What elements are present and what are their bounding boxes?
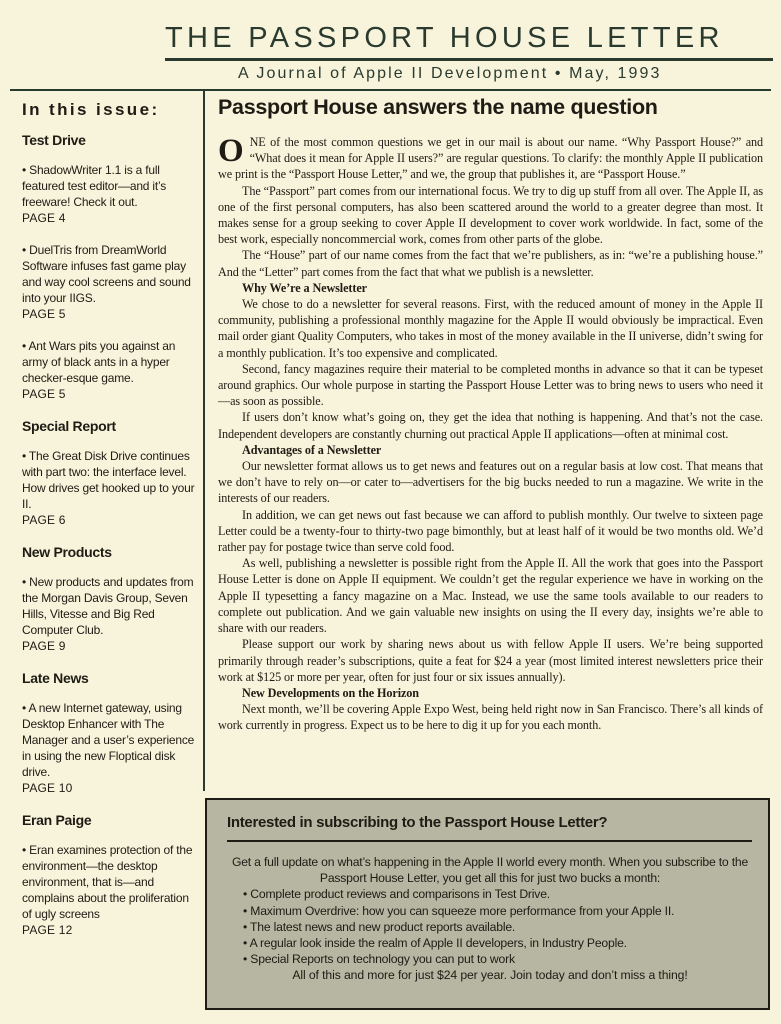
subscribe-footer: All of this and more for just $24 per year. Join today and don’t miss a thing! <box>292 968 688 983</box>
drop-cap: O <box>218 133 244 169</box>
sidebar-section <box>22 670 198 796</box>
article-paragraph: The “Passport” part comes from our international focus. We try to dig up stuff from all over. The Apple II, as one of the first personal computers, has also been scattered around the world to a greater degree than most. It makes sense for a group seeking to cover Apple II development to cover work worldwide. In fact, some of the best work, especially noncommercial work, comes from other parts of the globe. <box>218 183 763 247</box>
in-this-issue-sidebar <box>22 100 198 954</box>
section-title: Special Report <box>22 418 116 434</box>
masthead <box>0 0 781 90</box>
section-title: New Products <box>22 544 112 560</box>
issue-item-text: • Ant Wars pits you against an army of black ants in a hyper checker-esque game. <box>22 339 176 385</box>
sidebar-heading: In this issue: <box>22 100 160 119</box>
sidebar-section <box>22 132 198 402</box>
issue-item-page: PAGE 5 <box>22 387 66 401</box>
subscribe-box <box>205 798 770 1010</box>
sidebar-section <box>22 544 198 654</box>
issue-item-page: PAGE 10 <box>22 781 73 795</box>
article-paragraph: As well, publishing a newsletter is possible right from the Apple II. All the work that goes into the Passport House Letter is done on Apple II equipment. We couldn’t get the regular experience we have in working on the Apple II typesetting a fancy magazine on a Mac. Instead, we use the same tools available to our readers to complete out publication. And we gain valuable new insights on using the II every day, insights we’re able to share with our readers. <box>218 556 763 636</box>
subscribe-benefit: • A regular look inside the realm of Apple II developers, in Industry People. <box>243 935 755 951</box>
issue-item-page: PAGE 12 <box>22 923 73 937</box>
issue-item-page: PAGE 9 <box>22 639 66 653</box>
issue-item <box>22 842 198 938</box>
subscribe-benefit: • Special Reports on technology you can put to work <box>243 951 755 967</box>
masthead-rule <box>165 58 773 61</box>
issue-item-text: • DuelTris from DreamWorld Software infuses fast game play and way cool screens and sound into your IIGS. <box>22 243 191 305</box>
issue-item-page: PAGE 4 <box>22 211 66 225</box>
issue-item-text: • Eran examines protection of the environment—the desktop environment, that is—and complains about the proliferation of ugly screens <box>22 843 193 921</box>
issue-item <box>22 242 198 322</box>
issue-item-page: PAGE 5 <box>22 307 66 321</box>
article-subheading: Advantages of a Newsletter <box>242 442 382 457</box>
subscribe-rule <box>227 840 752 842</box>
subscribe-benefits-list <box>225 886 755 967</box>
subscribe-title: Interested in subscribing to the Passport House Letter? <box>227 814 608 831</box>
issue-item <box>22 574 198 654</box>
issue-item-page: PAGE 6 <box>22 513 66 527</box>
article-paragraph: In addition, we can get news out fast because we can afford to publish monthly. Our twelve to sixteen page Letter could be a twenty-four to thirty-two page bimonthly, but at least half of it would be two months old. We’d rather pay for postage twice than serve cold food. <box>218 507 763 555</box>
issue-item-text: • The Great Disk Drive continues with part two: the interface level. How drives get hooked up to your II. <box>22 449 195 511</box>
section-title: Test Drive <box>22 132 86 148</box>
issue-item-text: • New products and updates from the Morgan Davis Group, Seven Hills, Vitesse and Big Red Computer Club. <box>22 575 194 637</box>
newsletter-title: THE PASSPORT HOUSE LETTER <box>165 22 724 54</box>
article-subheading: Why We’re a Newsletter <box>242 280 367 295</box>
article-paragraph: Second, fancy magazines require their material to be completed months in advance so that it can be typeset around graphics. Our whole purpose in starting the Passport House Letter was to bring news to users who need it—as soon as possible. <box>218 361 763 409</box>
article-paragraph: We chose to do a newsletter for several reasons. First, with the reduced amount of money in the Apple II community, publishing a professional monthly magazine for the Apple II would obviously be impractical. Even mail order giant Quality Computers, who takes in most of the money available in the II universe, didn’t swing for a monthly publication. It’s too expensive and complicated. <box>218 297 763 360</box>
section-title: Eran Paige <box>22 812 92 828</box>
issue-item-text: • A new Internet gateway, using Desktop Enhancer with The Manager and a user’s experience in using the new Floptical disk drive. <box>22 701 195 779</box>
issue-item-text: • ShadowWriter 1.1 is a full featured test editor—and it’s freeware! Check it out. <box>22 163 167 209</box>
top-divider <box>10 89 771 91</box>
sidebar-section <box>22 418 198 528</box>
subscribe-body <box>225 854 755 984</box>
issue-item <box>22 338 198 402</box>
article-paragraph <box>218 134 763 183</box>
article-paragraph: The “House” part of our name comes from the fact that we’re publishers, as in: “we’re a publishing house.” And the “Letter” part comes from the fact that what we publish is a newsletter. <box>218 248 763 279</box>
sidebar-section <box>22 812 198 938</box>
article-paragraph: Our newsletter format allows us to get news and features out on a regular basis at low cost. That means that we don’t have to rely on—or cater to—advertisers for the big bucks needed to run a magazine. We write in the interests of our readers. <box>218 459 763 506</box>
column-divider <box>203 91 205 791</box>
newsletter-subtitle: A Journal of Apple II Development • May, 1993 <box>238 65 662 82</box>
article-body <box>218 134 763 734</box>
article-subheading: New Developments on the Horizon <box>242 685 419 700</box>
issue-item <box>22 448 198 528</box>
article-paragraph-text: NE of the most common questions we get in our mail is about our name. “Why Passport House?” and “What does it mean for Apple II users?” are regular questions. To clarify: the monthly Apple II publication we print is the “Passport House Letter,” and we, the group that publishes it, are “Passport House.” <box>218 135 763 182</box>
article-headline: Passport House answers the name question <box>218 95 658 119</box>
issue-item <box>22 162 198 226</box>
subscribe-intro: Get a full update on what’s happening in the Apple II world every month. When you subscribe to the Passport House Letter, you get all this for just two bucks a month: <box>231 855 749 886</box>
subscribe-benefit: • Complete product reviews and comparisons in Test Drive. <box>243 886 755 902</box>
subscribe-benefit: • Maximum Overdrive: how you can squeeze more performance from your Apple II. <box>243 903 755 919</box>
issue-item <box>22 700 198 796</box>
article-paragraph: Next month, we’ll be covering Apple Expo West, being held right now in San Francisco. There’s all kinds of work currently in progress. Expect us to be here to dig it up for you each month. <box>218 702 763 733</box>
article-paragraph: Please support our work by sharing news about us with fellow Apple II users. We’re being supported primarily through reader’s subscriptions, quite a feat for $24 a year (most limited interest newsletters price their work at $125 or more per year, often for just four or six issues annually). <box>218 637 763 684</box>
subscribe-benefit: • The latest news and new product reports available. <box>243 919 755 935</box>
section-title: Late News <box>22 670 89 686</box>
main-article <box>218 95 763 734</box>
article-paragraph: If users don’t know what’s going on, they get the idea that nothing is happening. And that’s not the case. Independent developers are constantly churning out practical Apple II applications—often at minimal cost. <box>218 410 763 441</box>
